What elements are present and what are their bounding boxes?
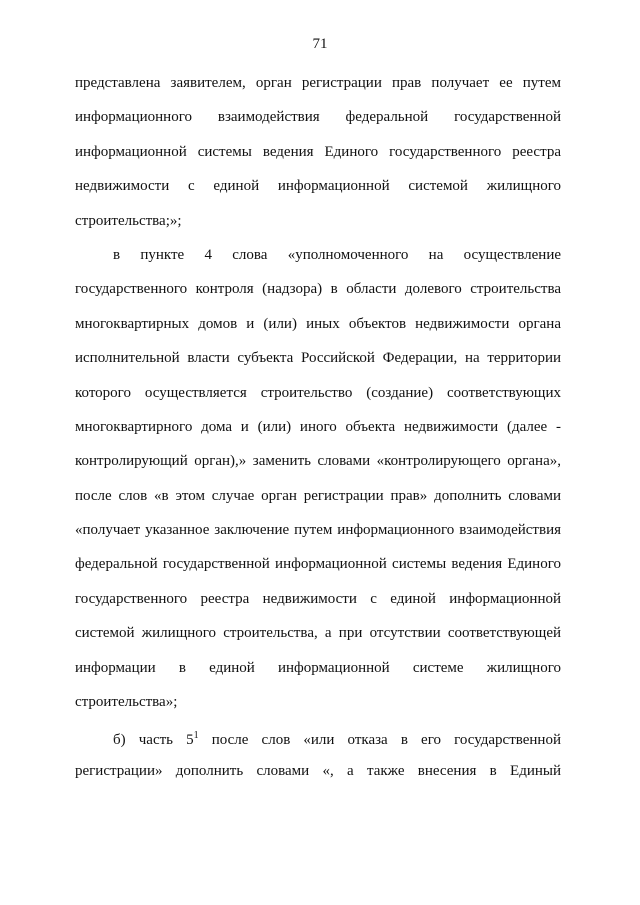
paragraph-line: информации в единой информационной системе жилищного	[75, 659, 561, 676]
superscript: 1	[193, 730, 199, 742]
paragraph-line: которого осуществляется строительство (создание) соответствующих	[75, 384, 561, 401]
paragraph-line: строительства;»;	[75, 212, 182, 229]
paragraph-line: многоквартирного дома и (или) иного объекта недвижимости (далее -	[75, 418, 561, 435]
part-b-prefix: б) часть 5	[113, 732, 194, 749]
paragraph-line: после слов «в этом случае орган регистрации прав» дополнить словами	[75, 487, 561, 504]
page-number: 71	[312, 36, 328, 52]
paragraph-line-part-b	[75, 719, 561, 753]
paragraph-line: многоквартирных домов и (или) иных объектов недвижимости органа	[75, 315, 561, 332]
paragraph-line: государственного контроля (надзора) в области долевого строительства	[75, 281, 561, 298]
document-body	[75, 66, 561, 788]
paragraph-line: контролирующий орган),» заменить словами «контролирующего органа»,	[75, 453, 561, 470]
paragraph-line: информационного взаимодействия федеральной государственной	[75, 109, 561, 126]
paragraph-line: государственного реестра недвижимости с единой информационной	[75, 590, 561, 607]
paragraph-line: федеральной государственной информационной системы ведения Единого	[75, 556, 561, 573]
part-b-rest: после слов «или отказа в его государственной	[198, 732, 561, 749]
paragraph-line: недвижимости с единой информационной системой жилищного	[75, 178, 561, 195]
paragraph-line: информационной системы ведения Единого государственного реестра	[75, 143, 561, 160]
paragraph-line-last: регистрации» дополнить словами «, а также внесения в Единый	[75, 762, 561, 779]
paragraph-line: строительства»;	[75, 694, 178, 711]
paragraph-line: исполнительной власти субъекта Российской Федерации, на территории	[75, 350, 561, 367]
paragraph-line: «получает указанное заключение путем информационного взаимодействия	[75, 522, 561, 539]
paragraph-line: представлена заявителем, орган регистрации прав получает ее путем	[75, 75, 561, 91]
paragraph-line: системой жилищного строительства, а при отсутствии соответствующей	[75, 625, 561, 642]
paragraph-line: в пункте 4 слова «уполномоченного на осуществление	[113, 246, 561, 263]
